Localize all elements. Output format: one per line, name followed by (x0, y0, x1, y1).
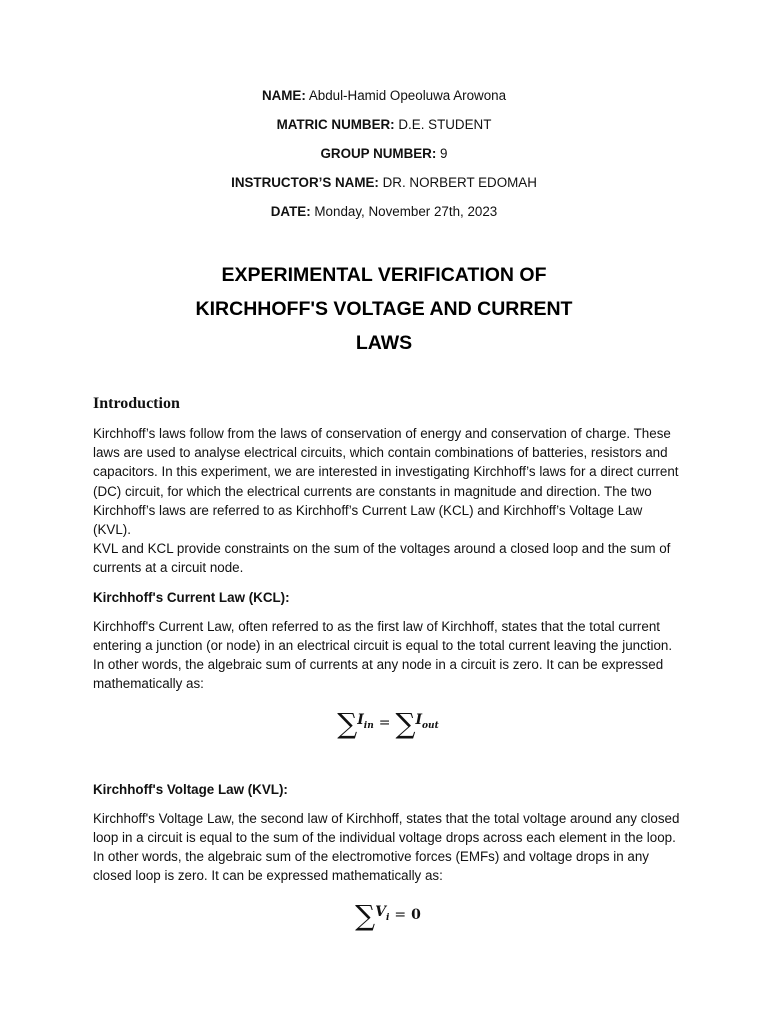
name-line (0, 86, 768, 115)
current-out-subscript: out (422, 720, 439, 731)
group-label: GROUP NUMBER: (320, 146, 437, 161)
date-value: Monday, November 27th, 2023 (314, 204, 498, 219)
introduction-heading: Introduction (93, 395, 180, 412)
name-value: Abdul-Hamid Opeoluwa Arowona (308, 88, 507, 103)
matric-line (0, 115, 768, 144)
matric-label: MATRIC NUMBER: (276, 117, 395, 132)
instructor-value: DR. NORBERT EDOMAH (382, 175, 537, 190)
kcl-paragraph: Kirchhoff's Current Law, often referred to as the first law of Kirchhoff, states that the total current entering a junction (or node) in an electrical circuit is equal to the total current leaving the junction. In other words, the algebraic sum of currents at any node in a circuit is zero. It can be expressed mathematically as: (93, 618, 673, 692)
voltage-symbol: V (375, 904, 386, 921)
title-line-1: EXPERIMENTAL VERIFICATION OF (221, 264, 547, 286)
instructor-label: INSTRUCTOR’S NAME: (231, 175, 379, 190)
group-value: 9 (440, 146, 448, 161)
kcl-equation (93, 704, 683, 744)
date-line (0, 202, 768, 231)
current-in-symbol: I (357, 712, 364, 729)
document-body (93, 392, 683, 936)
kvl-heading: Kirchhoff's Voltage Law (KVL): (93, 781, 288, 797)
current-out (415, 711, 438, 736)
introduction-paragraph-2: KVL and KCL provide constraints on the sum of the voltages around a closed loop and the sum of currents at a circuit node. (93, 541, 671, 576)
sum-symbol-left: ∑ (337, 706, 358, 740)
instructor-line (0, 173, 768, 202)
document-title (0, 258, 768, 360)
title-line-3: LAWS (355, 332, 413, 354)
introduction-paragraph-1: Kirchhoff’s laws follow from the laws of conservation of energy and conservation of charge. These laws are used to analyse electrical circuits, which contain combinations of batteries, resistors and capacitors. In this experiment, we are interested in investigating Kirchhoff’s laws for a direct current (DC) circuit, for which the electrical currents are constants in magnitude and direction. The two Kirchhoff’s laws are referred to as Kirchhoff’s Current Law (KCL) and Kirchhoff’s Voltage Law (KVL). (93, 426, 679, 538)
student-info-header (0, 86, 768, 231)
name-label: NAME: (261, 88, 306, 103)
current-in-subscript: in (363, 720, 374, 731)
voltage-subscript: i (385, 912, 390, 923)
spacer (93, 744, 683, 770)
equals-sign: = (394, 907, 407, 924)
current-in (357, 711, 374, 736)
equals-sign: = (378, 715, 391, 732)
sum-symbol-right: ∑ (395, 706, 416, 740)
voltage-term (375, 903, 389, 928)
kvl-paragraph: Kirchhoff's Voltage Law, the second law of Kirchhoff, states that the total voltage around any closed loop in a circuit is equal to the sum of the individual voltage drops across each element in the loop. In other words, the algebraic sum of the electromotive forces (EMFs) and voltage drops in any closed loop is zero. It can be expressed mathematically as: (93, 810, 680, 884)
group-line (0, 144, 768, 173)
title-line-2: KIRCHHOFF'S VOLTAGE AND CURRENT (195, 298, 573, 320)
sum-symbol: ∑ (355, 898, 376, 932)
matric-value: D.E. STUDENT (398, 117, 492, 132)
date-label: DATE: (270, 204, 311, 219)
kcl-heading: Kirchhoff's Current Law (KCL): (93, 589, 290, 605)
kvl-equation (93, 896, 683, 936)
current-out-symbol: I (415, 712, 423, 729)
zero-value: 0 (411, 907, 421, 924)
